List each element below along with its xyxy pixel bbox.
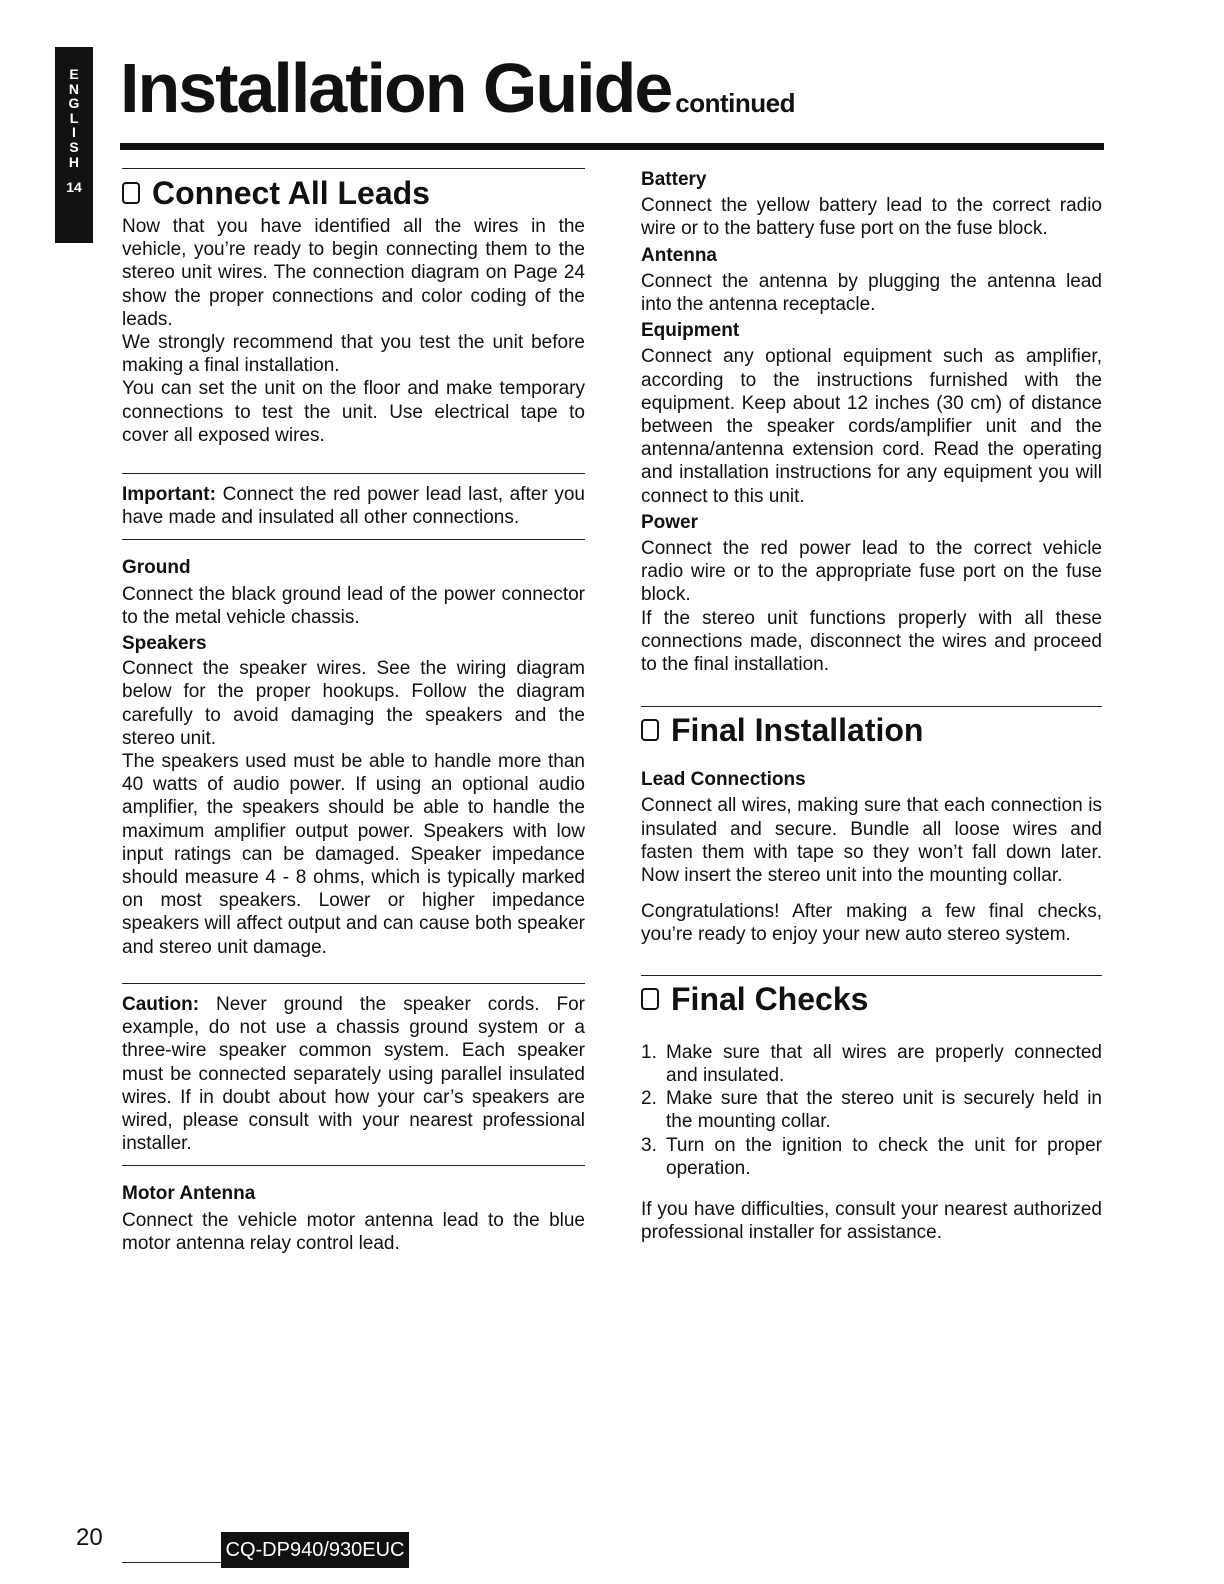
lead-connections-title: Lead Connections — [641, 769, 806, 791]
model-badge: CQ-DP940/930EUC — [221, 1532, 409, 1568]
tab-letter: S — [69, 138, 79, 155]
list-item — [641, 1041, 1102, 1087]
left-column — [122, 168, 585, 1255]
antenna-text: Connect the antenna by plugging the antenna lead into the antenna receptacle. — [641, 270, 1102, 316]
power-title: Power — [641, 511, 699, 533]
important-note — [122, 483, 585, 529]
motor-antenna-title: Motor Antenna — [122, 1183, 256, 1205]
section-rule — [641, 706, 1102, 707]
list-item — [641, 1134, 1102, 1180]
section-heading-connect-all-leads — [122, 175, 585, 211]
battery-text: Connect the yellow battery lead to the correct radio wire or to the battery fuse port on the fuse block. — [641, 195, 1102, 240]
list-item — [641, 1087, 1102, 1133]
section-heading-final-installation — [641, 712, 1102, 748]
ground-text: Connect the black ground lead of the power connector to the metal vehicle chassis. — [122, 583, 585, 628]
section-heading-text: Final Installation — [671, 712, 924, 749]
speakers-text: The speakers used must be able to handle more than 40 watts of audio power. If using an optional audio amplifier, the speakers should be able to handle the maximum amplifier output power. Speakers with low input ratings can be damaged. Speaker impedance should measure 4 - 8 ohms, which is typically marked on most speakers. Lower or higher impedance speakers will affect output and can cause both speaker and stereo unit damage. — [122, 751, 585, 958]
tab-letter: H — [68, 153, 80, 170]
list-text: Make sure that all wires are properly connected and insulated. — [666, 1041, 1102, 1086]
list-text: Turn on the ignition to check the unit for proper operation. — [666, 1134, 1102, 1179]
speakers-title: Speakers — [122, 633, 207, 655]
section-rule — [122, 168, 585, 169]
caution-note — [122, 993, 585, 1155]
ground-title: Ground — [122, 557, 191, 579]
tab-page-index: 14 — [66, 179, 82, 196]
important-label: Important: — [122, 484, 216, 506]
antenna-title: Antenna — [641, 244, 717, 266]
power-text: Connect the red power lead to the correct vehicle radio wire or to the appropriate fuse port on the fuse block. — [641, 538, 1102, 606]
language-side-tab — [55, 47, 93, 243]
equipment-title: Equipment — [641, 320, 740, 342]
battery-title: Battery — [641, 169, 707, 190]
section-heading-final-checks — [641, 981, 1102, 1017]
section-heading-text: Final Checks — [671, 980, 869, 1017]
power-text: If the stereo unit functions properly with all these connections made, disconnect the wires and proceed to the final installation. — [641, 607, 1102, 676]
section-heading-text: Connect All Leads — [152, 175, 430, 211]
footer-rule — [122, 1562, 222, 1563]
page-title — [120, 48, 795, 128]
page-number: 20 — [76, 1524, 103, 1551]
tab-letter: I — [72, 124, 76, 141]
intro-paragraph: Now that you have identified all the wires in the vehicle, you’re ready to begin connecting them to the stereo unit wires. The connection diagram on Page 24 show the proper connections and color coding of the leads. — [122, 216, 585, 330]
intro-paragraph: We strongly recommend that you test the unit before making a final installation. — [122, 332, 585, 377]
list-text: Make sure that the stereo unit is securely held in the mounting collar. — [666, 1088, 1102, 1133]
section-rule — [122, 539, 585, 540]
title-subtitle: continued — [675, 88, 795, 118]
final-checks-list — [641, 1041, 1102, 1180]
title-rule — [120, 143, 1104, 150]
checkbox-icon — [641, 988, 659, 1010]
list-number: 1. — [641, 1041, 657, 1063]
right-column — [641, 168, 1102, 1244]
section-rule — [122, 1165, 585, 1166]
tab-letter: G — [68, 95, 80, 112]
checkbox-icon — [122, 182, 140, 204]
tab-letter: E — [69, 66, 79, 82]
intro-paragraph: You can set the unit on the floor and make temporary connections to test the unit. Use electrical tape to cover all exposed wires. — [122, 378, 585, 446]
section-rule — [122, 473, 585, 474]
title-text: Installation Guide — [120, 49, 672, 127]
tab-letter: N — [68, 80, 80, 97]
motor-antenna-text: Connect the vehicle motor antenna lead to the blue motor antenna relay control lead. — [122, 1209, 585, 1254]
section-rule — [641, 975, 1102, 976]
list-number: 3. — [641, 1134, 657, 1156]
tab-letter: L — [69, 109, 79, 126]
congrats-text: Congratulations! After making a few final checks, you’re ready to enjoy your new auto stereo system. — [641, 901, 1102, 946]
language-letters — [69, 67, 80, 169]
lead-connections-text: Connect all wires, making sure that each connection is insulated and secure. Bundle all loose wires and fasten them with tape so they won’t fall down later. Now insert the stereo unit into the mounting collar. — [641, 795, 1102, 887]
caution-label: Caution: — [122, 993, 200, 1015]
list-number: 2. — [641, 1088, 657, 1110]
important-text: Connect the red power lead last, after you have made and insulated all other connections. — [122, 484, 585, 529]
closing-text: If you have difficulties, consult your nearest authorized professional installer for assistance. — [641, 1198, 1102, 1244]
equipment-text: Connect any optional equipment such as amplifier, according to the instructions furnished with the equipment. Keep about 12 inches (30 cm) of distance between the speaker cords/amplifier unit and the antenna/antenna extension cord. Read the operating and installation instructions for any equipment you will connect to this unit. — [641, 346, 1102, 507]
speakers-text: Connect the speaker wires. See the wiring diagram below for the proper hookups. Follow the diagram carefully to avoid damaging the speakers and the stereo unit. — [122, 658, 585, 749]
caution-text: Never ground the speaker cords. For example, do not use a chassis ground system or a three-wire speaker common system. Each speaker must be connected separately using parallel insulated wires. If in doubt about how your car’s speakers are wired, please consult with your nearest professional installer. — [122, 993, 585, 1155]
section-rule — [122, 983, 585, 984]
checkbox-icon — [641, 719, 659, 741]
